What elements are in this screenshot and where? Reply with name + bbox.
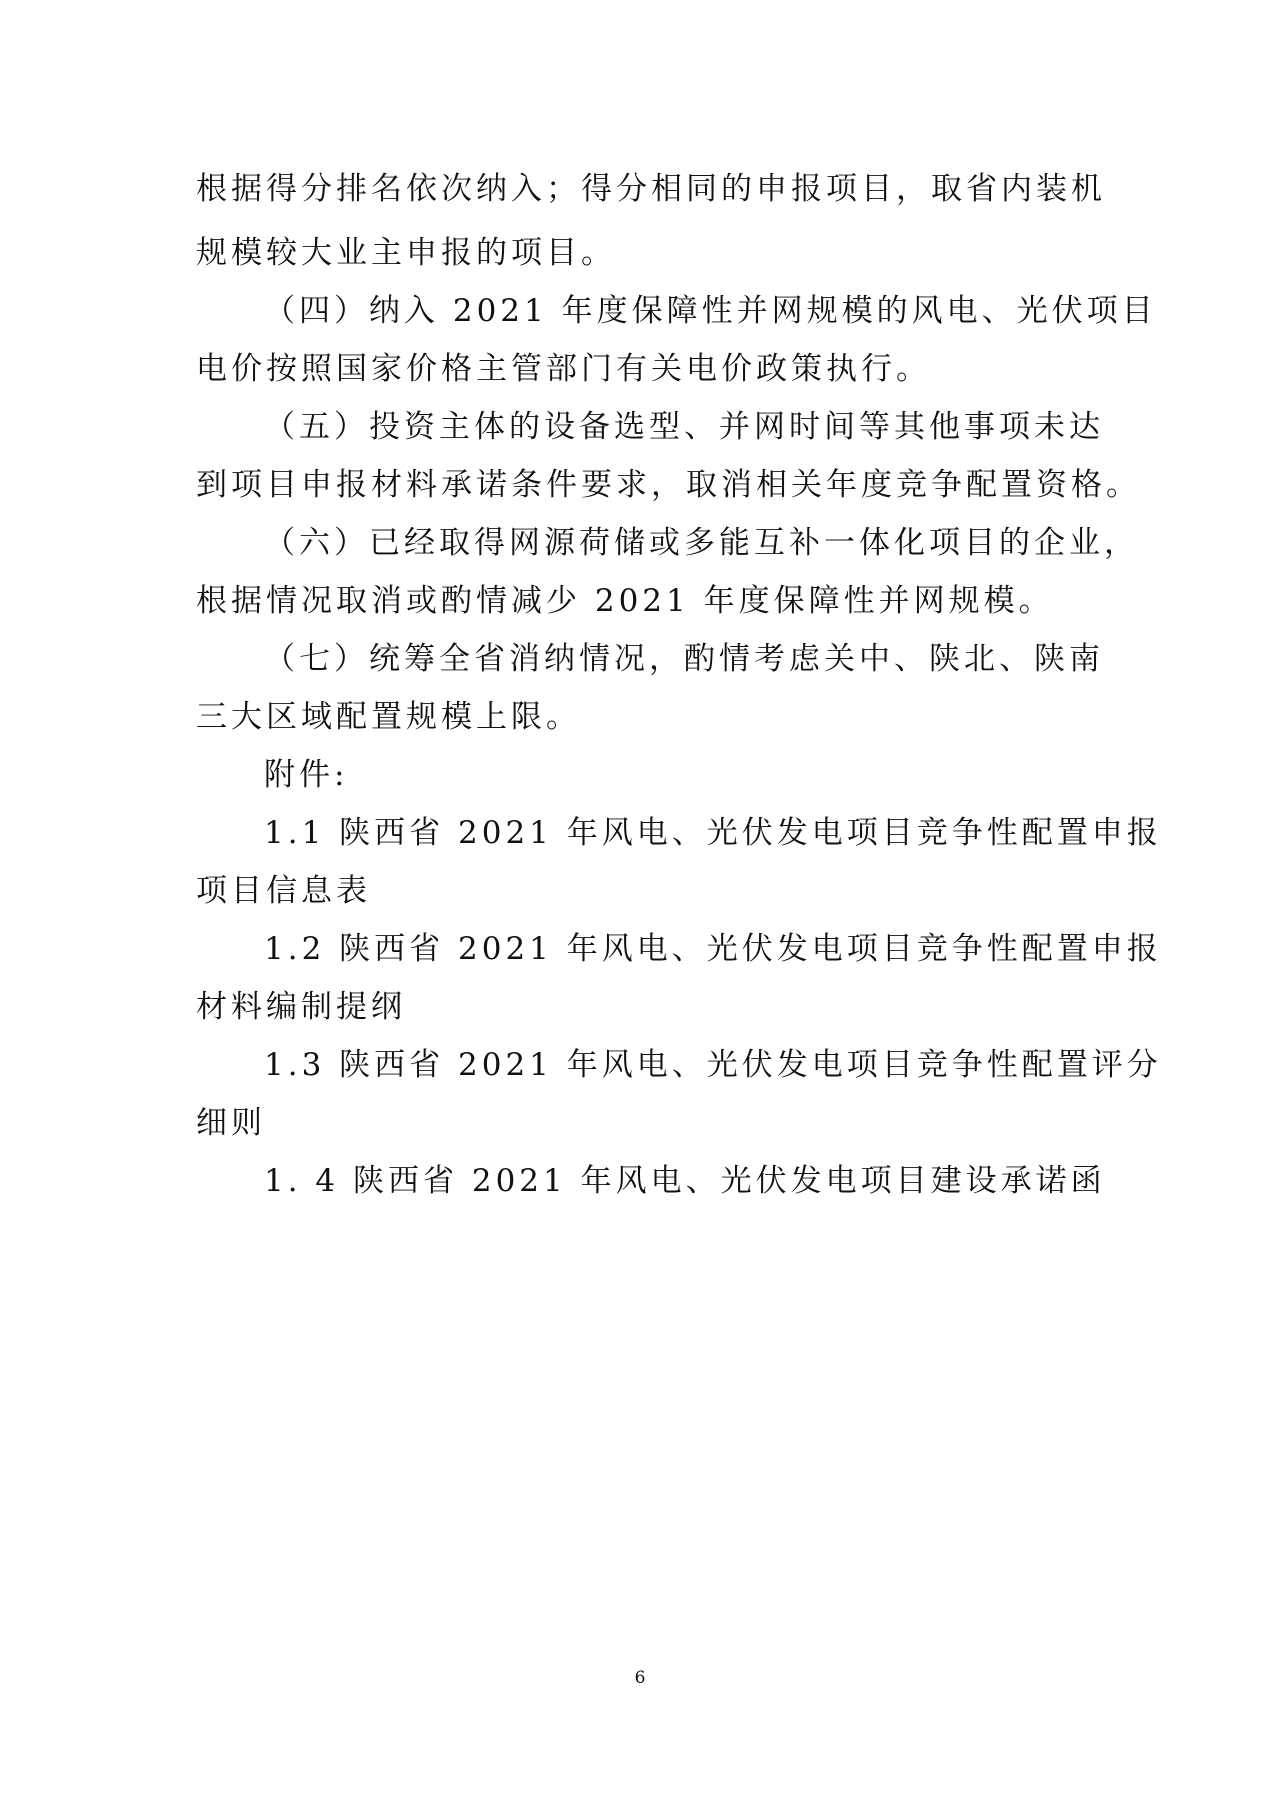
attachments-heading: 附件: xyxy=(264,757,349,793)
attachment-item-continued: 项目信息表 xyxy=(196,873,371,909)
document-body xyxy=(196,160,1162,1210)
page-number: 6 xyxy=(634,1668,646,1688)
paragraph-line: （五）投资主体的设备选型、并网时间等其他事项未达 xyxy=(264,409,1104,445)
paragraph-line: 三大区域配置规模上限。 xyxy=(196,699,581,735)
paragraph-line: 根据得分排名依次纳入；得分相同的申报项目，取省内装机 xyxy=(196,171,1106,207)
attachment-item: 1. 4 陕西省 2021 年风电、光伏发电项目建设承诺函 xyxy=(264,1163,1106,1199)
paragraph-line: 到项目申报材料承诺条件要求，取消相关年度竞争配置资格。 xyxy=(196,467,1141,503)
attachment-item-continued: 材料编制提纲 xyxy=(196,989,406,1025)
paragraph-line: （六）已经取得网源荷储或多能互补一体化项目的企业， xyxy=(264,525,1139,561)
paragraph-line: 根据情况取消或酌情减少 2021 年度保障性并网规模。 xyxy=(196,583,1054,619)
attachment-item: 1.2 陕西省 2021 年风电、光伏发电项目竞争性配置申报 xyxy=(264,931,1162,967)
attachment-item: 1.3 陕西省 2021 年风电、光伏发电项目竞争性配置评分 xyxy=(264,1047,1162,1083)
paragraph-line: 规模较大业主申报的项目。 xyxy=(196,235,616,271)
paragraph-line: （七）统筹全省消纳情况，酌情考虑关中、陕北、陕南 xyxy=(264,641,1104,677)
paragraph-line: （四）纳入 2021 年度保障性并网规模的风电、光伏项目 xyxy=(264,293,1157,329)
attachment-item-continued: 细则 xyxy=(196,1105,266,1141)
attachment-item: 1.1 陕西省 2021 年风电、光伏发电项目竞争性配置申报 xyxy=(264,815,1162,851)
paragraph-line: 电价按照国家价格主管部门有关电价政策执行。 xyxy=(196,351,931,387)
